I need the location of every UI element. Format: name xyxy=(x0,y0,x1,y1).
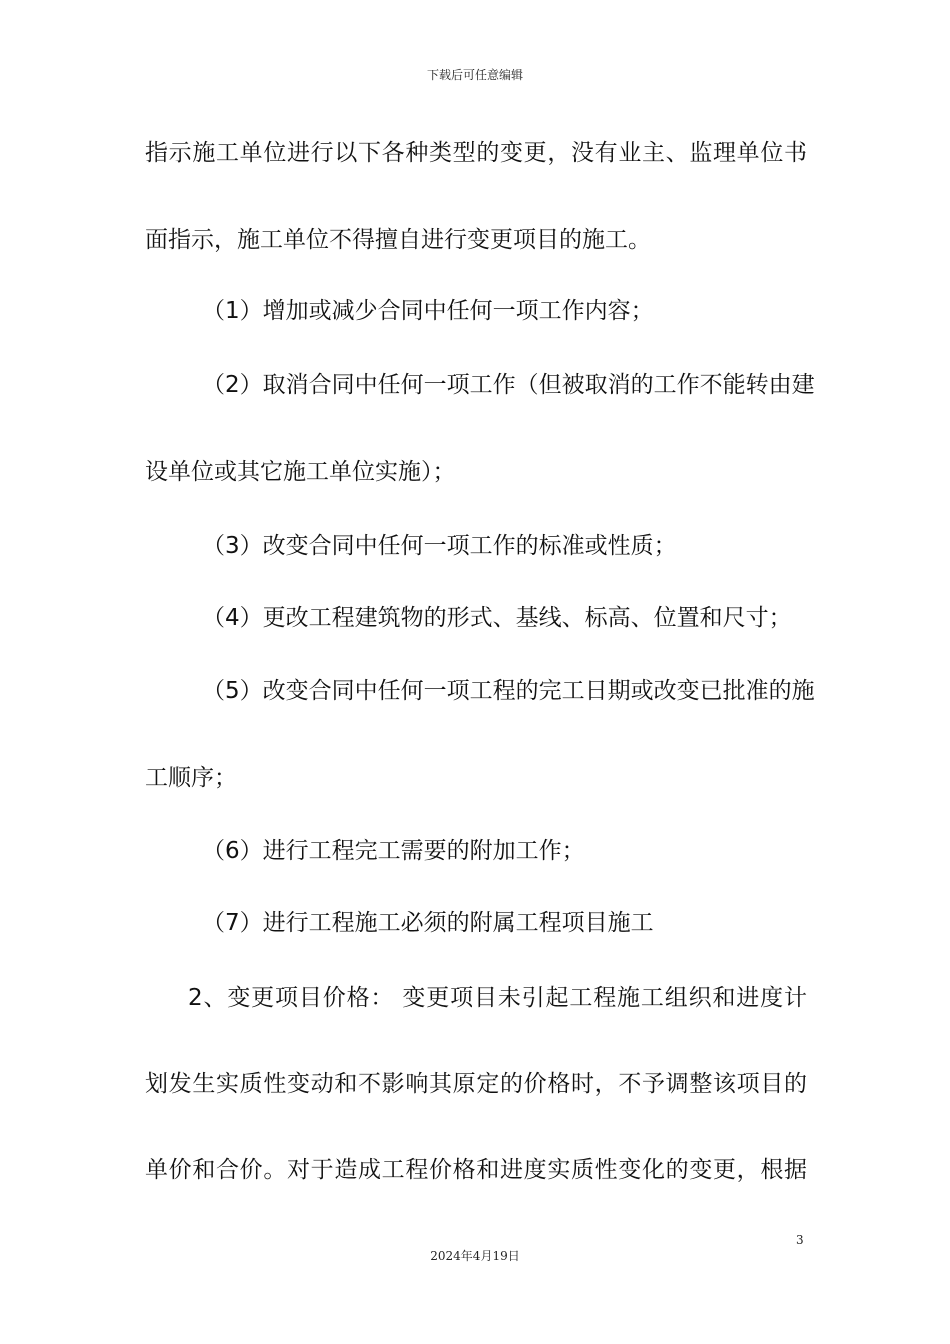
section-2-line-3: 单价和合价。对于造成工程价格和进度实质性变化的变更，根据 xyxy=(145,1157,807,1183)
list-item-7: （7）进行工程施工必须的附属工程项目施工 xyxy=(202,910,654,936)
list-item-6: （6）进行工程完工需要的附加工作； xyxy=(202,838,585,864)
page-number: 3 xyxy=(796,1233,804,1247)
page-header: 下载后可任意编辑 xyxy=(426,68,523,82)
list-item-5-continuation: 工顺序； xyxy=(145,765,237,791)
list-item-4: （4）更改工程建筑物的形式、基线、标高、位置和尺寸； xyxy=(202,605,792,631)
list-item-5: （5）改变合同中任何一项工程的完工日期或改变已批准的施 xyxy=(202,678,815,704)
section-2-line-1: 2、变更项目价格： 变更项目未引起工程施工组织和进度计 xyxy=(188,985,807,1011)
section-2-line-2: 划发生实质性变动和不影响其原定的价格时，不予调整该项目的 xyxy=(145,1071,807,1097)
body-line-1: 指示施工单位进行以下各种类型的变更，没有业主、监理单位书 xyxy=(145,140,807,166)
body-line-2: 面指示，施工单位不得擅自进行变更项目的施工。 xyxy=(145,227,651,253)
list-item-3: （3）改变合同中任何一项工作的标准或性质； xyxy=(202,533,677,559)
list-item-2: （2）取消合同中任何一项工作（但被取消的工作不能转由建 xyxy=(202,372,815,398)
page-footer-date: 2024年4月19日 xyxy=(430,1249,520,1263)
list-item-2-continuation: 设单位或其它施工单位实施）； xyxy=(145,459,456,485)
list-item-1: （1）增加或减少合同中任何一项工作内容； xyxy=(202,298,654,324)
